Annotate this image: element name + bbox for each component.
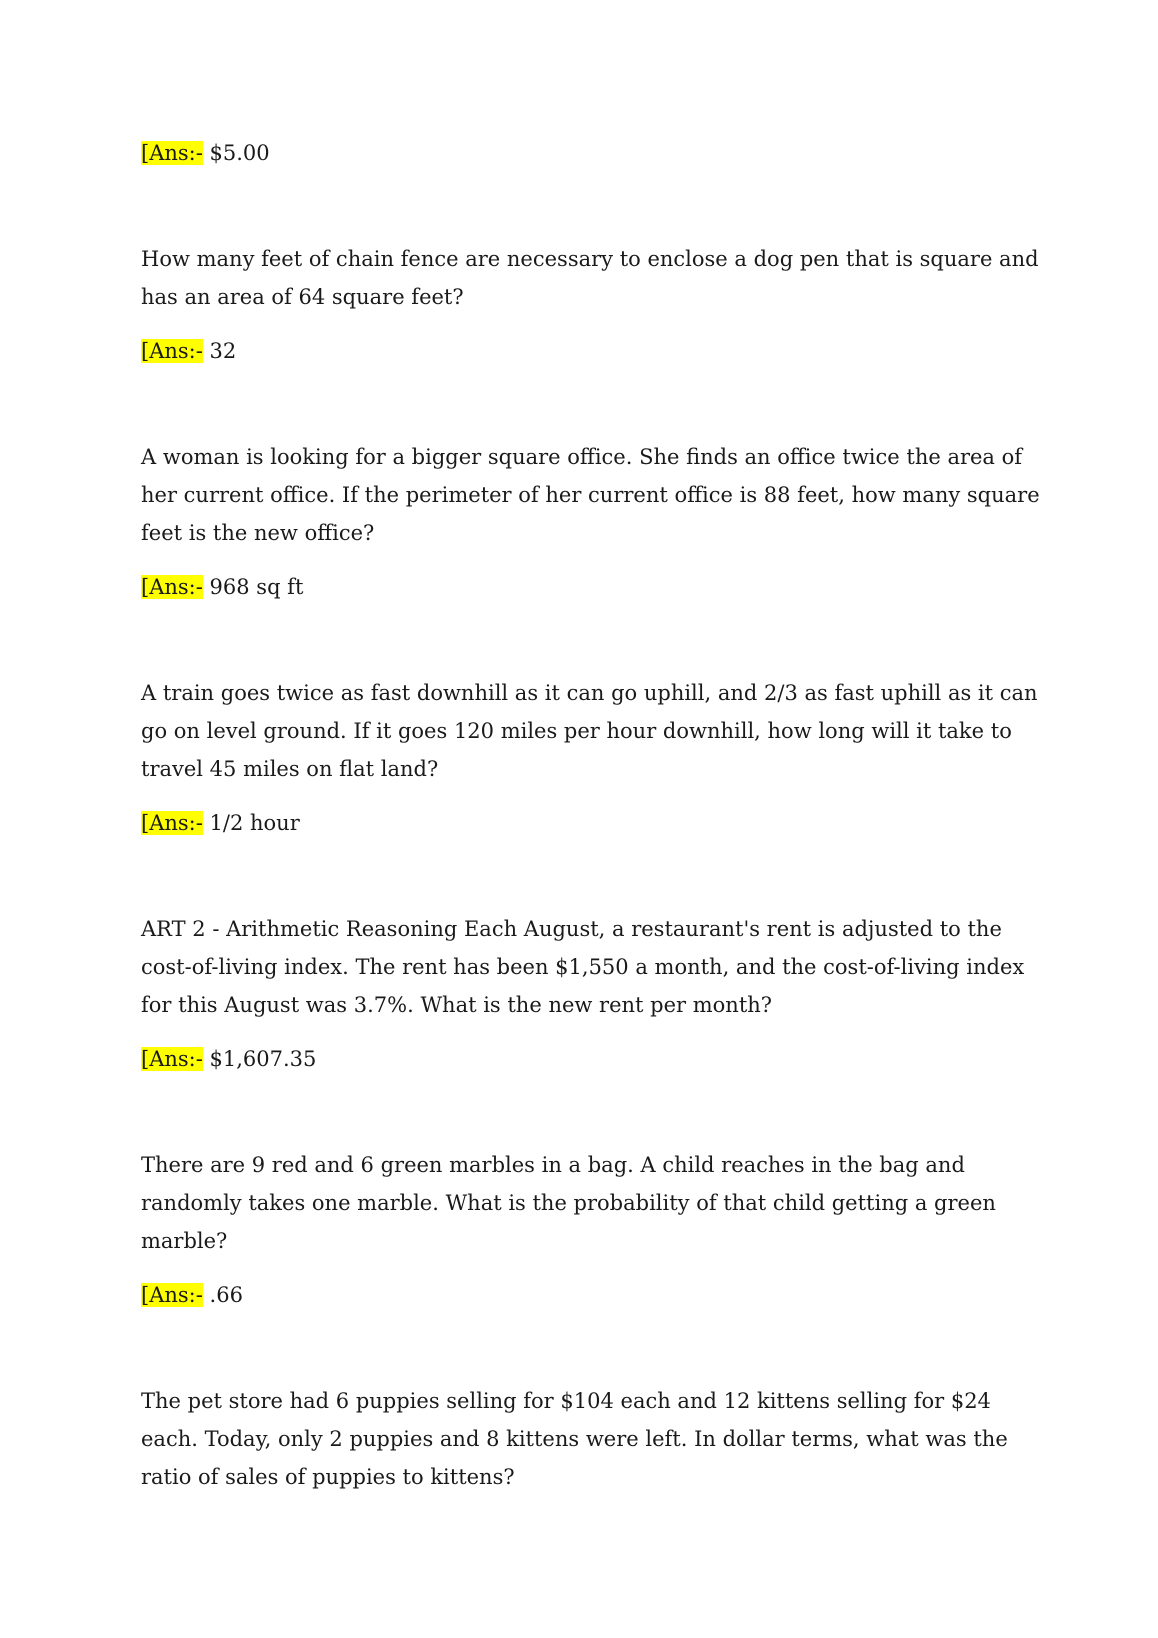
- question-text: A woman is looking for a bigger square office. She finds an office twice the area of her current office. If the perimeter of her current office is 88 feet, how many square feet is the new office?: [141, 445, 1040, 545]
- answer-line: [141, 568, 1041, 606]
- question-text: A train goes twice as fast downhill as it can go uphill, and 2/3 as fast uphill as it can go on level ground. If it goes 120 miles per hour downhill, how long will it take to travel 45 miles on flat land?: [141, 681, 1038, 781]
- ans-highlight: [Ans:-: [141, 339, 203, 363]
- answer-line: [141, 332, 1041, 370]
- answer-value: 32: [209, 339, 237, 363]
- answer-line: [141, 1040, 1041, 1078]
- answer-value: $1,607.35: [209, 1047, 317, 1071]
- ans-highlight: [Ans:-: [141, 811, 203, 835]
- question-text: The pet store had 6 puppies selling for $104 each and 12 kittens selling for $24 each. Today, only 2 puppies and 8 kittens were left. In dollar terms, what was the ratio of sales of puppies to kittens?: [141, 1389, 1008, 1489]
- answer-value: .66: [209, 1283, 243, 1307]
- ans-highlight: [Ans:-: [141, 1283, 203, 1307]
- answer-value: 968 sq ft: [209, 575, 304, 599]
- answer-line: [141, 134, 1041, 172]
- ans-highlight: [Ans:-: [141, 1047, 203, 1071]
- ans-highlight: [Ans:-: [141, 575, 203, 599]
- question-text: How many feet of chain fence are necessary to enclose a dog pen that is square and has an area of 64 square feet?: [141, 247, 1039, 309]
- answer-value: 1/2 hour: [209, 811, 300, 835]
- answer-line: [141, 1276, 1041, 1314]
- document-page: [141, 134, 1041, 1496]
- question-text: There are 9 red and 6 green marbles in a bag. A child reaches in the bag and randomly takes one marble. What is the probability of that child getting a green marble?: [141, 1153, 996, 1253]
- ans-highlight: [Ans:-: [141, 141, 203, 165]
- question-text: ART 2 - Arithmetic Reasoning Each August, a restaurant's rent is adjusted to the cost-of-living index. The rent has been $1,550 a month, and the cost-of-living index for this August was 3.7%. What is the new rent per month?: [141, 917, 1025, 1017]
- answer-line: [141, 804, 1041, 842]
- answer-value: $5.00: [209, 141, 270, 165]
